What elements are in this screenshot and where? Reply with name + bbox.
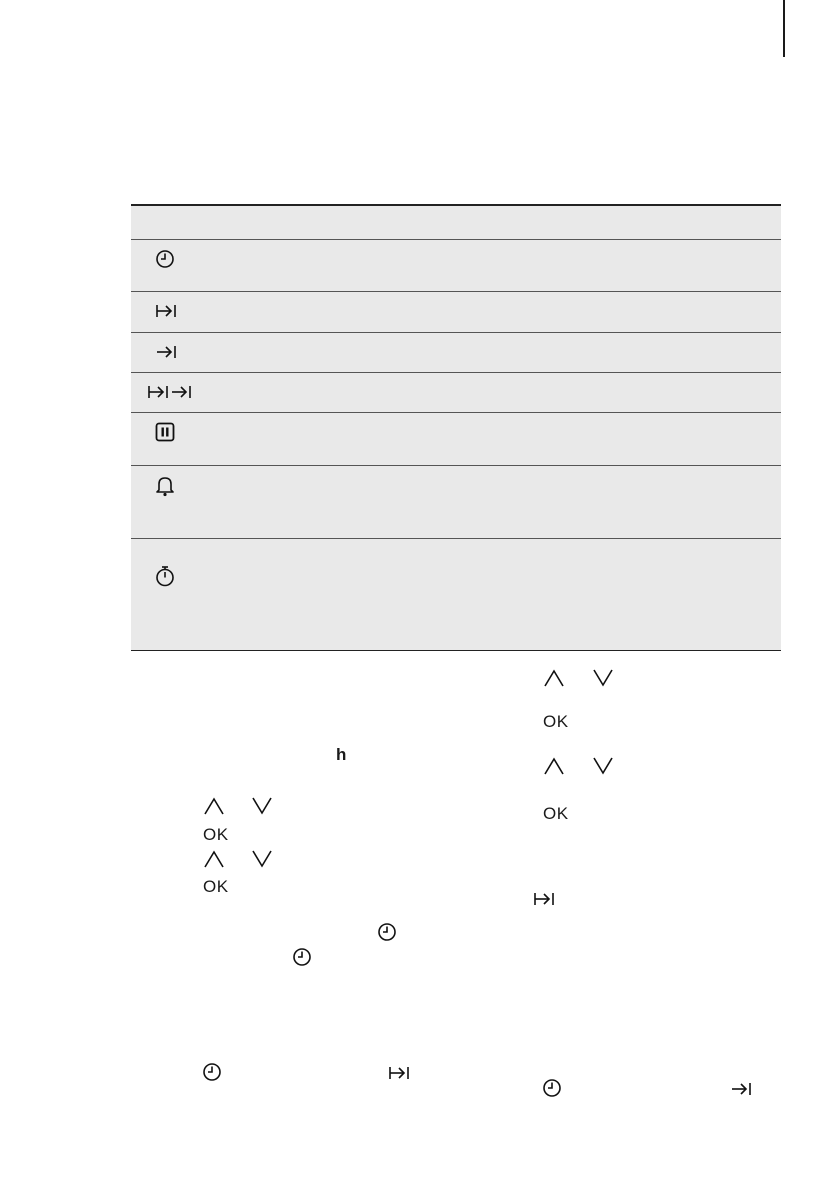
table-row xyxy=(131,333,781,373)
up-arrow-icon xyxy=(203,849,225,869)
table-row xyxy=(131,413,781,466)
duration-and-end-icons xyxy=(147,382,193,402)
ok-button-symbol: OK xyxy=(543,712,569,731)
duration-icon xyxy=(388,1063,410,1083)
table-header xyxy=(131,204,781,240)
bell-icon xyxy=(155,475,175,497)
clock-icon xyxy=(202,1062,222,1082)
pause-icon xyxy=(155,422,175,442)
up-arrow-icon xyxy=(543,756,565,776)
table-row xyxy=(131,373,781,413)
clock-icon xyxy=(377,922,397,942)
up-arrow-icon xyxy=(543,668,565,688)
end-time-icon xyxy=(155,342,177,362)
clock-icon xyxy=(542,1078,562,1098)
table-row xyxy=(131,539,781,651)
stopwatch-icon xyxy=(155,565,175,587)
table-row xyxy=(131,292,781,333)
hour-symbol: h xyxy=(336,745,347,764)
down-arrow-icon xyxy=(251,796,273,816)
down-arrow-icon xyxy=(251,849,273,869)
ok-button-symbol: OK xyxy=(543,804,569,823)
up-arrow-icon xyxy=(203,796,225,816)
page-cut-mark xyxy=(783,0,785,57)
table-row xyxy=(131,240,781,292)
ok-button-symbol: OK xyxy=(203,825,229,844)
end-time-icon xyxy=(730,1079,752,1099)
clock-icon xyxy=(155,249,175,269)
table-row xyxy=(131,466,781,539)
duration-icon xyxy=(155,301,177,321)
down-arrow-icon xyxy=(592,668,614,688)
clock-functions-table xyxy=(131,204,781,651)
ok-button-symbol: OK xyxy=(203,877,229,896)
clock-icon xyxy=(292,947,312,967)
down-arrow-icon xyxy=(592,756,614,776)
duration-icon xyxy=(533,889,555,909)
